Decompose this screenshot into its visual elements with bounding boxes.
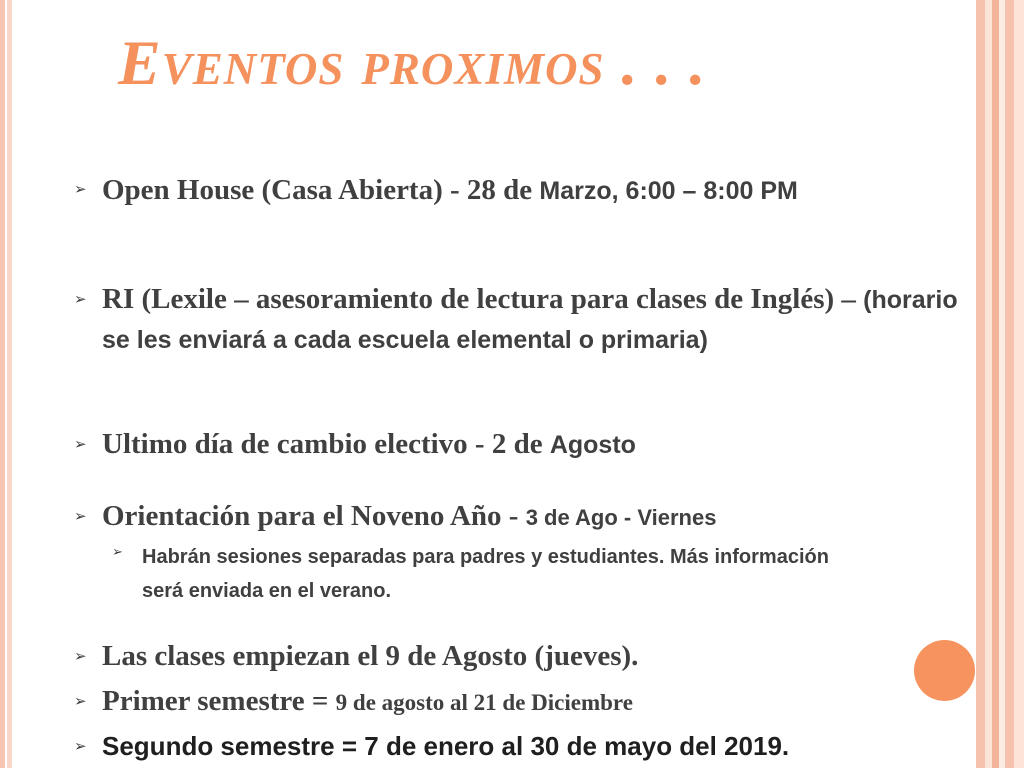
bullet-main-text: Orientación para el Noveno Año - (102, 500, 526, 532)
arrow-bullet-icon: ➢ (74, 180, 87, 198)
sub-bullet-text: Habrán sesiones separadas para padres y estudiantes. Más información será enviada en el verano. (142, 546, 829, 602)
arrow-bullet-icon: ➢ (74, 737, 87, 755)
arrow-bullet-icon: ➢ (74, 290, 87, 308)
decorative-circle (914, 640, 975, 701)
arrow-bullet-icon: ➢ (112, 545, 123, 560)
bullet-extra-text: (horario se les enviará a cada escuela elemental o primaria) (102, 286, 958, 354)
arrow-bullet-icon: ➢ (74, 692, 87, 710)
arrow-bullet-icon: ➢ (74, 507, 87, 525)
bullet-extra-text: Agosto (549, 431, 636, 459)
bullet-main-text: Segundo semestre = 7 de enero al 30 de mayo del 2019. (102, 731, 790, 761)
bullet-extra-text: 3 de Ago - Viernes (525, 505, 717, 530)
bullet-main-text: Las clases empiezan el 9 de Agosto (jueves). (102, 640, 639, 672)
left-border-decoration (0, 0, 12, 768)
bullet-main-text: RI (Lexile – asesoramiento de lectura para clases de Inglés) – (102, 283, 864, 315)
arrow-bullet-icon: ➢ (74, 435, 87, 453)
bullet-main-text: Open House (Casa Abierta) - 28 de (102, 174, 540, 206)
slide-title: Eventos proximos . . . (118, 27, 707, 98)
bullet-main-text: Primer semestre = (102, 685, 336, 717)
bullet-extra-text: 9 de agosto al 21 de Diciembre (335, 690, 633, 715)
bullet-main-text: Ultimo día de cambio electivo - 2 de (102, 428, 550, 460)
right-border-decoration (976, 0, 1024, 768)
bullet-extra-text: Marzo, 6:00 – 8:00 PM (539, 177, 798, 205)
bullet-segundo-semestre (74, 728, 964, 768)
arrow-bullet-icon: ➢ (74, 647, 87, 665)
